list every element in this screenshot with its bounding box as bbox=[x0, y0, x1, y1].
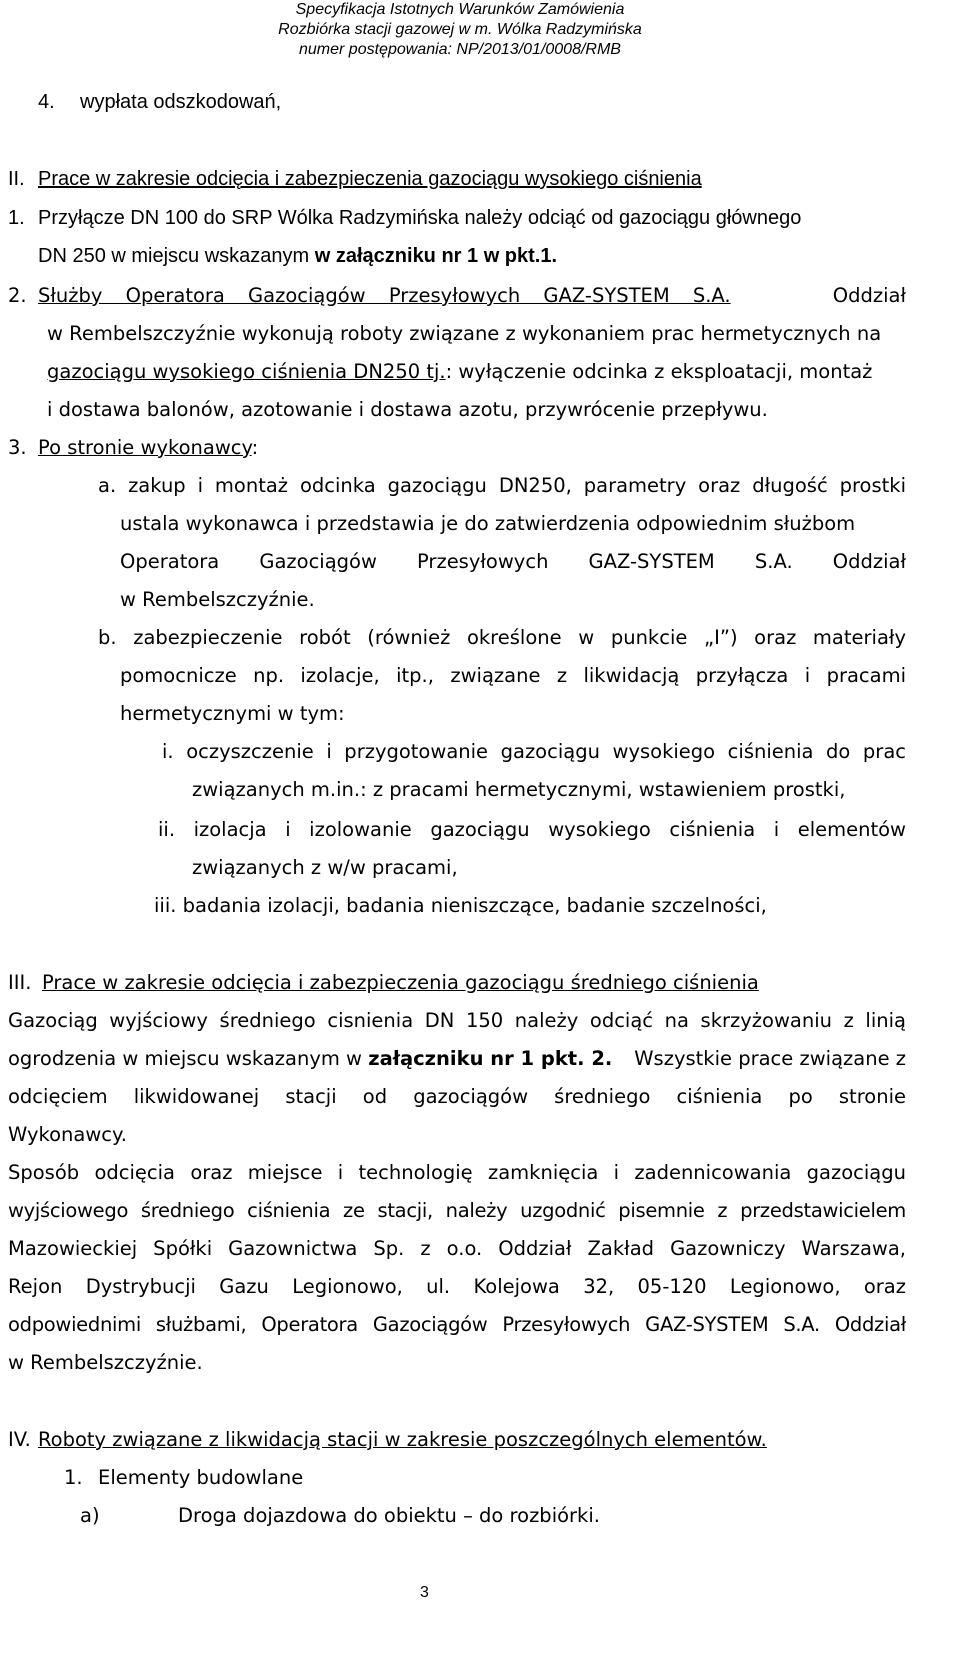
p1-line-2-end: Wszystkie prace związane z bbox=[634, 1047, 906, 1070]
operator-services-title: Służby Operatora Gazociągów Przesyłowych GAZ-SYSTEM S.A. bbox=[38, 284, 731, 307]
item-ii2-number: 2. bbox=[8, 284, 27, 307]
section-iii-p1-line-2 bbox=[8, 1047, 906, 1071]
header-line-2: Rozbiórka stacji gazowej w m. Wólka Radzymińska bbox=[278, 21, 642, 38]
contractor-side-title: Po stronie wykonawcy bbox=[38, 436, 252, 459]
item-ii2-branch: Oddział bbox=[832, 284, 906, 307]
subitem-iii-line-1: iii. badania izolacji, badania nieniszczące, badanie szczelności, bbox=[154, 894, 767, 917]
item-ii2-line-2: w Rembelszczyźnie wykonują roboty związane z wykonaniem prac hermetycznych na bbox=[47, 322, 882, 345]
item-ii2-line-3-text: : wyłączenie odcinka z eksploatacji, montaż bbox=[445, 360, 873, 383]
item-a-line-2: ustala wykonawca i przedstawia je do zatwierdzenia odpowiednim służbom bbox=[120, 512, 856, 535]
item-ii3-number: 3. bbox=[8, 436, 27, 459]
section-ii-number: II. bbox=[8, 168, 25, 190]
item-b-line-3: hermetycznymi w tym: bbox=[120, 702, 345, 725]
item-ii3-title: Po stronie wykonawcy: bbox=[38, 436, 259, 459]
item-ii1-line-1: Przyłącze DN 100 do SRP Wólka Radzymińska należy odciąć od gazociągu głównego bbox=[38, 207, 802, 229]
attachment-reference: w załączniku nr 1 w pkt.1. bbox=[314, 245, 558, 267]
item-b-line-1: b. zabezpieczenie robót (również określone w punkcie „I”) oraz materiały bbox=[98, 626, 906, 649]
item-ii2-line-3 bbox=[47, 360, 872, 384]
item-b-line-2: pomocnicze np. izolacje, itp., związane z likwidacją przyłącza i pracami bbox=[120, 664, 906, 687]
item-ii1-text: DN 250 w miejscu wskazanym bbox=[38, 245, 315, 267]
section-iii-title: Prace w zakresie odcięcia i zabezpieczenia gazociągu średniego ciśnienia bbox=[42, 971, 759, 994]
item-ii1-number: 1. bbox=[8, 207, 25, 229]
item-ii2-line-1 bbox=[38, 284, 906, 308]
section-iii-p2-line-2: wyjściowego średniego ciśnienia ze stacji, należy uzgodnić pisemnie z przedstawicielem bbox=[8, 1199, 906, 1222]
section-ii-title: Prace w zakresie odcięcia i zabezpieczenia gazociągu wysokiego ciśnienia bbox=[38, 168, 702, 190]
pipeline-dn250-ref: gazociągu wysokiego ciśnienia DN250 tj. bbox=[47, 360, 446, 383]
subitem-ii-line-1: ii. izolacja i izolowanie gazociągu wysokiego ciśnienia i elementów bbox=[158, 818, 906, 841]
item-iv-a-number: a) bbox=[80, 1504, 100, 1527]
section-iii-p1-line-3: odcięciem likwidowanej stacji od gazociągów średniego ciśnienia po stronie bbox=[8, 1085, 906, 1108]
item-4-number: 4. bbox=[38, 91, 55, 113]
section-iii-p2-line-1: Sposób odcięcia oraz miejsce i technologię zamknięcia i zadennicowania gazociągu bbox=[8, 1161, 906, 1184]
header-line-3: numer postępowania: NP/2013/01/0008/RMB bbox=[299, 41, 621, 58]
item-iv1-number: 1. bbox=[64, 1466, 83, 1489]
section-iv-number: IV. bbox=[8, 1428, 31, 1451]
section-iii-number: III. bbox=[8, 971, 32, 994]
section-iii-p2-line-5: odpowiednimi służbami, Operatora Gazociągów Przesyłowych GAZ-SYSTEM S.A. Oddział bbox=[8, 1313, 906, 1336]
subitem-i-line-1: i. oczyszczenie i przygotowanie gazociągu wysokiego ciśnienia do prac bbox=[162, 740, 906, 763]
item-a-line-4: w Rembelszczyźnie. bbox=[120, 588, 315, 611]
header-line-1: Specyfikacja Istotnych Warunków Zamówienia bbox=[295, 1, 625, 18]
section-iii-p1-line-4: Wykonawcy. bbox=[8, 1123, 127, 1146]
item-iv1-text: Elementy budowlane bbox=[98, 1466, 304, 1489]
item-a-line-3: Operatora Gazociągów Przesyłowych GAZ-SYSTEM S.A. Oddział bbox=[120, 550, 906, 573]
item-ii1-line-2 bbox=[38, 244, 557, 268]
item-iv-a-text: Droga dojazdowa do obiektu – do rozbiórki. bbox=[178, 1504, 600, 1527]
section-iii-p2-line-3: Mazowieckiej Spółki Gazownictwa Sp. z o.o. Oddział Zakład Gazowniczy Warszawa, bbox=[8, 1237, 906, 1260]
item-4-text: wypłata odszkodowań, bbox=[80, 91, 282, 113]
item-a-line-1: a. zakup i montaż odcinka gazociągu DN250, parametry oraz długość prostki bbox=[98, 474, 906, 497]
section-iii-p1-line-1: Gazociąg wyjściowy średniego cisnienia DN 150 należy odciąć na skrzyżowaniu z linią bbox=[8, 1009, 906, 1032]
section-iv-title: Roboty związane z likwidacją stacji w zakresie poszczególnych elementów. bbox=[38, 1428, 767, 1451]
p1-line-2-text: ogrodzenia w miejscu wskazanym w bbox=[8, 1047, 369, 1070]
subitem-i-line-2: związanych m.in.: z pracami hermetycznymi, wstawieniem prostki, bbox=[192, 778, 846, 801]
p1-line-2-start bbox=[8, 1047, 612, 1071]
subitem-ii-line-2: związanych z w/w pracami, bbox=[192, 856, 458, 879]
item-ii2-line-4: i dostawa balonów, azotowanie i dostawa azotu, przywrócenie przepływu. bbox=[47, 398, 768, 421]
page-number: 3 bbox=[420, 1584, 429, 1601]
section-iii-p2-line-4: Rejon Dystrybucji Gazu Legionowo, ul. Kolejowa 32, 05-120 Legionowo, oraz bbox=[8, 1275, 906, 1298]
section-iii-p2-line-6: w Rembelszczyźnie. bbox=[8, 1351, 203, 1374]
attachment-reference-2: załączniku nr 1 pkt. 2. bbox=[368, 1047, 613, 1070]
